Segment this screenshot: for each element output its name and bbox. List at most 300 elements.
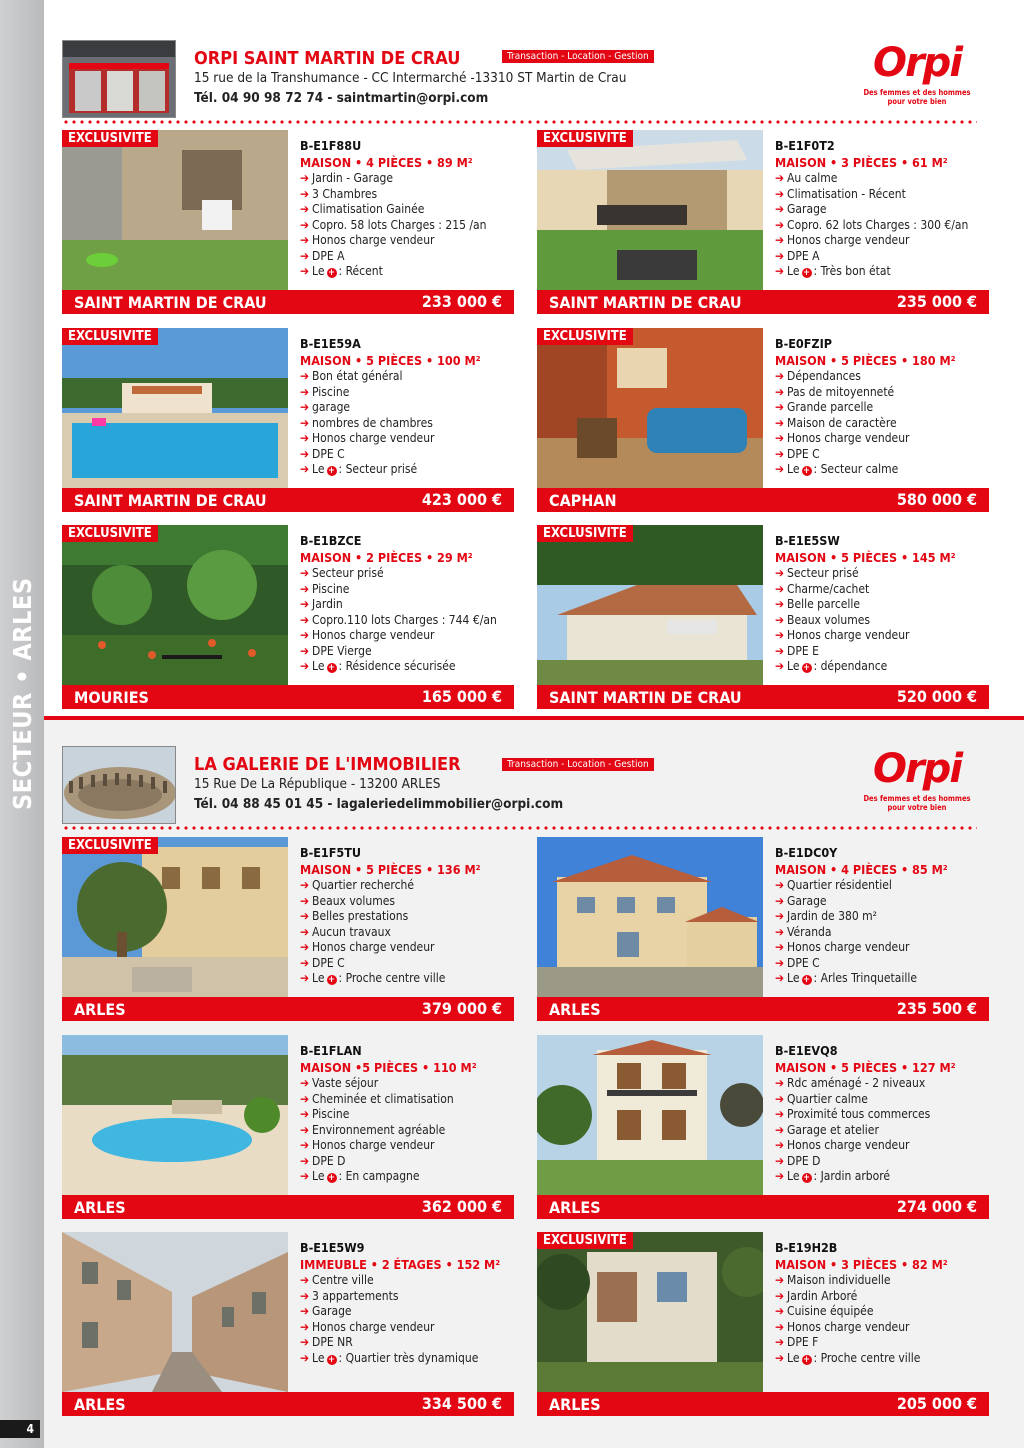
plus-icon: +: [803, 975, 810, 985]
arrow-icon: ➔: [300, 1288, 310, 1303]
arrow-icon: ➔: [775, 940, 785, 954]
listing-price: 334 500 €: [421, 1394, 502, 1413]
listing-city: SAINT MARTIN DE CRAU: [549, 293, 742, 312]
feature-item: ➔ Honos charge vendeur: [300, 431, 435, 445]
arrow-icon: ➔: [300, 659, 310, 673]
arrow-icon: ➔: [300, 597, 310, 611]
feature-item: ➔ Honos charge vendeur: [300, 1138, 435, 1152]
agency-tagline: Transaction - Location - Gestion: [502, 758, 654, 771]
listing-price: 233 000 €: [421, 292, 502, 311]
plus-icon: +: [803, 1354, 810, 1365]
price-bar: [537, 1195, 989, 1219]
arrow-icon: ➔: [775, 415, 785, 430]
feature-item: ➔ Copro. 62 lots Charges : 300 €/an: [775, 217, 969, 232]
listing-ref: B-E1EVQ8: [775, 1043, 838, 1058]
exclusive-badge: EXCLUSIVITE: [537, 1232, 633, 1249]
listing-price: 379 000 €: [421, 999, 502, 1018]
feature-list: [775, 369, 989, 478]
listing-ref: B-E1E5SW: [775, 533, 840, 548]
feature-item: ➔ Maison individuelle: [775, 1273, 891, 1287]
listing-card[interactable]: [62, 130, 514, 312]
listing-ref: B-E1BZCE: [300, 533, 362, 548]
listing-card[interactable]: [537, 328, 989, 510]
arrow-icon: ➔: [775, 924, 785, 939]
listing-type: MAISON • 4 PIÈCES • 85 M²: [775, 862, 948, 877]
arrow-icon: ➔: [775, 909, 785, 923]
feature-item: ➔ Garage: [775, 202, 827, 216]
agency-photo: [62, 40, 176, 118]
listing-ref: B-E19H2B: [775, 1240, 838, 1255]
orpi-logo: [862, 40, 972, 106]
feature-item: ➔ Climatisation Gainée: [300, 202, 425, 216]
feature-item: ➔ Honos charge vendeur: [775, 1319, 910, 1334]
arrow-icon: ➔: [775, 202, 785, 216]
arrow-icon: ➔: [775, 1335, 785, 1349]
listing-card[interactable]: [537, 1035, 989, 1217]
listing-info: [775, 533, 989, 675]
arrow-icon: ➔: [775, 628, 785, 642]
price-bar: [62, 685, 514, 709]
arrow-icon: ➔: [775, 264, 785, 278]
price-bar: [62, 1195, 514, 1219]
feature-item: ➔ DPE C: [775, 446, 820, 461]
listing-city: ARLES: [74, 1000, 126, 1019]
arrow-icon: ➔: [300, 1350, 310, 1365]
arrow-icon: ➔: [300, 1319, 310, 1334]
arrow-icon: ➔: [300, 369, 310, 383]
feature-item: ➔ Honos charge vendeur: [775, 233, 910, 247]
feature-item: ➔ Rdc aménagé - 2 niveaux: [775, 1076, 926, 1090]
listing-city: SAINT MARTIN DE CRAU: [74, 293, 267, 312]
feature-item: ➔ Secteur prisé: [775, 566, 859, 580]
arrow-icon: ➔: [300, 400, 310, 414]
listing-card[interactable]: [537, 525, 989, 707]
feature-item: ➔ Jardin - Garage: [300, 171, 394, 185]
dotted-divider: [62, 826, 977, 830]
feature-item: ➔ DPE C: [775, 955, 820, 970]
feature-item: ➔ DPE A: [300, 248, 345, 263]
feature-item: ➔ Le + : Secteur calme: [775, 462, 899, 476]
property-photo[interactable]: [62, 328, 288, 488]
exclusive-badge: EXCLUSIVITE: [62, 328, 158, 345]
listing-card[interactable]: [537, 130, 989, 312]
arrow-icon: ➔: [300, 878, 310, 892]
feature-item: ➔ DPE C: [300, 955, 345, 970]
listing-ref: B-E1F0T2: [775, 138, 835, 153]
listing-ref: B-E1DC0Y: [775, 845, 838, 860]
feature-item: ➔ Le + : Très bon état: [775, 264, 891, 278]
price-bar: [537, 1392, 989, 1416]
arrow-icon: ➔: [300, 1107, 310, 1121]
listing-price: 235 000 €: [896, 292, 977, 311]
exclusive-badge: EXCLUSIVITE: [537, 328, 633, 345]
property-photo[interactable]: [62, 837, 288, 997]
feature-item: ➔ Quartier résidentiel: [775, 878, 892, 892]
listing-card[interactable]: [537, 837, 989, 1019]
price-bar: [537, 685, 989, 709]
exclusive-badge: EXCLUSIVITE: [537, 130, 633, 147]
listing-price: 205 000 €: [896, 1394, 977, 1413]
arrow-icon: ➔: [775, 248, 785, 263]
agency-contact[interactable]: Tél. 04 90 98 72 74 - saintmartin@orpi.com: [194, 90, 489, 106]
arrow-icon: ➔: [300, 955, 310, 970]
listing-ref: B-E1F5TU: [300, 845, 362, 860]
feature-item: ➔ Piscine: [300, 1107, 350, 1121]
feature-item: ➔ Honos charge vendeur: [300, 233, 435, 247]
feature-item: ➔ Centre ville: [300, 1273, 374, 1287]
dotted-divider: [62, 120, 977, 124]
listing-card[interactable]: [62, 1035, 514, 1217]
listing-info: [300, 533, 514, 675]
arrow-icon: ➔: [300, 566, 310, 580]
agency-tagline: Transaction - Location - Gestion: [502, 50, 654, 63]
listing-price: 362 000 €: [421, 1197, 502, 1216]
arrow-icon: ➔: [300, 171, 310, 185]
agency-header: [62, 746, 992, 830]
feature-list: [300, 566, 514, 675]
agency-photo: [62, 746, 176, 824]
exclusive-badge: EXCLUSIVITE: [62, 525, 158, 542]
listing-ref: B-E1F88U: [300, 138, 362, 153]
arrow-icon: ➔: [300, 415, 310, 430]
arrow-icon: ➔: [775, 1153, 785, 1168]
listing-type: MAISON • 3 PIÈCES • 61 M²: [775, 155, 948, 170]
arrow-icon: ➔: [775, 581, 785, 596]
feature-item: ➔ Le + : Proche centre ville: [775, 1350, 921, 1365]
arrow-icon: ➔: [300, 233, 310, 247]
feature-item: ➔ Garage: [775, 893, 827, 908]
listing-info: [300, 138, 514, 280]
arrow-icon: ➔: [300, 202, 310, 216]
listing-info: [775, 336, 989, 478]
arrow-icon: ➔: [775, 462, 785, 476]
listing-city: ARLES: [549, 1395, 601, 1414]
arrow-icon: ➔: [300, 628, 310, 642]
feature-item: ➔ Copro. 58 lots Charges : 215 /an: [300, 217, 487, 232]
listing-info: [775, 1043, 989, 1185]
sector-label: SECTEUR • ARLES: [8, 577, 37, 810]
feature-item: ➔ Environnement agréable: [300, 1122, 446, 1137]
feature-item: ➔ DPE E: [775, 643, 819, 658]
price-bar: [62, 488, 514, 512]
feature-item: ➔ nombres de chambres: [300, 415, 433, 430]
listing-type: IMMEUBLE • 2 ÉTAGES • 152 M²: [300, 1257, 501, 1272]
feature-list: [300, 1076, 514, 1185]
arrow-icon: ➔: [300, 1335, 310, 1349]
exclusive-badge: EXCLUSIVITE: [62, 837, 158, 854]
arrow-icon: ➔: [300, 893, 310, 908]
listing-city: ARLES: [74, 1198, 126, 1217]
feature-item: ➔ Vaste séjour: [300, 1076, 379, 1090]
property-photo[interactable]: [62, 1232, 288, 1392]
feature-item: ➔ DPE F: [775, 1335, 819, 1349]
feature-list: [775, 1076, 989, 1185]
feature-item: ➔ Beaux volumes: [300, 893, 395, 908]
arrow-icon: ➔: [300, 1153, 310, 1168]
feature-item: ➔ Garage: [300, 1304, 352, 1318]
property-photo[interactable]: [62, 130, 288, 290]
arrow-icon: ➔: [775, 566, 785, 580]
orpi-logo: [862, 746, 972, 812]
feature-item: ➔ Au calme: [775, 171, 838, 185]
arrow-icon: ➔: [775, 878, 785, 892]
sidebar-strip: [0, 0, 44, 1448]
feature-item: ➔ Le + : Proche centre ville: [300, 971, 446, 985]
property-photo[interactable]: [62, 525, 288, 685]
plus-icon: +: [328, 268, 335, 278]
arrow-icon: ➔: [300, 909, 310, 923]
property-photo[interactable]: [537, 1035, 763, 1195]
feature-item: ➔ Charme/cachet: [775, 581, 870, 596]
arrow-icon: ➔: [775, 1091, 785, 1106]
feature-item: ➔ DPE NR: [300, 1335, 353, 1349]
feature-item: ➔ Copro.110 lots Charges : 744 €/an: [300, 612, 497, 627]
agency-address: 15 Rue De La République - 13200 ARLES: [194, 776, 441, 792]
feature-item: ➔ Piscine: [300, 384, 350, 399]
feature-item: ➔ Secteur prisé: [300, 566, 384, 580]
feature-item: ➔ Quartier calme: [775, 1091, 868, 1106]
feature-item: ➔ DPE C: [300, 446, 345, 461]
plus-icon: +: [803, 663, 810, 673]
arrow-icon: ➔: [775, 233, 785, 247]
feature-item: ➔ Grande parcelle: [775, 400, 874, 414]
arrow-icon: ➔: [300, 431, 310, 445]
feature-item: ➔ Le + : Jardin arboré: [775, 1169, 891, 1183]
arrow-icon: ➔: [300, 186, 310, 201]
listing-info: [775, 1240, 989, 1366]
feature-item: ➔ Le + : En campagne: [300, 1169, 420, 1183]
listing-type: MAISON •5 PIÈCES • 110 M²: [300, 1060, 477, 1075]
listing-info: [300, 336, 514, 478]
plus-icon: +: [803, 268, 810, 278]
feature-item: ➔ Honos charge vendeur: [300, 940, 435, 954]
plus-icon: +: [328, 975, 335, 985]
plus-icon: +: [328, 1354, 335, 1365]
listing-card[interactable]: [62, 328, 514, 510]
feature-item: ➔ Cheminée et climatisation: [300, 1091, 454, 1106]
feature-item: ➔ Maison de caractère: [775, 415, 897, 430]
plus-icon: +: [328, 1173, 335, 1183]
feature-list: [775, 878, 989, 987]
arrow-icon: ➔: [300, 462, 310, 476]
arrow-icon: ➔: [775, 431, 785, 445]
arrow-icon: ➔: [775, 1304, 785, 1318]
arrow-icon: ➔: [300, 1091, 310, 1106]
agency-contact[interactable]: Tél. 04 88 45 01 45 - lagaleriedelimmobilier@orpi.com: [194, 796, 564, 812]
listing-type: MAISON • 3 PIÈCES • 82 M²: [775, 1257, 948, 1272]
plus-icon: +: [803, 1173, 810, 1183]
listing-city: SAINT MARTIN DE CRAU: [74, 491, 267, 510]
listing-info: [775, 845, 989, 987]
arrow-icon: ➔: [775, 1319, 785, 1334]
arrow-icon: ➔: [775, 446, 785, 461]
arrow-icon: ➔: [300, 1122, 310, 1137]
feature-list: [775, 566, 989, 675]
feature-list: [300, 878, 514, 987]
listing-info: [775, 138, 989, 280]
logo-sub: Des femmes et des hommes pour votre bien: [863, 794, 971, 812]
arrow-icon: ➔: [775, 217, 785, 232]
arrow-icon: ➔: [300, 384, 310, 399]
arrow-icon: ➔: [775, 659, 785, 673]
feature-item: ➔ Quartier recherché: [300, 878, 415, 892]
price-bar: [62, 997, 514, 1021]
feature-item: ➔ Le + : Arles Trinquetaille: [775, 971, 918, 985]
arrow-icon: ➔: [775, 643, 785, 658]
listing-price: 423 000 €: [421, 490, 502, 509]
price-bar: [62, 290, 514, 314]
arrow-icon: ➔: [775, 893, 785, 908]
section-divider: [44, 716, 1024, 720]
feature-item: ➔ 3 appartements: [300, 1288, 399, 1303]
arrow-icon: ➔: [300, 643, 310, 658]
feature-item: ➔ Beaux volumes: [775, 612, 870, 627]
feature-item: ➔ Honos charge vendeur: [775, 431, 910, 445]
price-bar: [537, 290, 989, 314]
listing-city: CAPHAN: [549, 491, 617, 510]
feature-item: ➔ DPE Vierge: [300, 643, 372, 658]
arrow-icon: ➔: [775, 612, 785, 627]
arrow-icon: ➔: [300, 446, 310, 461]
price-bar: [537, 488, 989, 512]
feature-list: [300, 369, 514, 478]
feature-item: ➔ Honos charge vendeur: [775, 628, 910, 642]
arrow-icon: ➔: [775, 1350, 785, 1365]
feature-item: ➔ Dépendances: [775, 369, 861, 383]
feature-item: ➔ Le + : Résidence sécurisée: [300, 659, 456, 673]
feature-item: ➔ Garage et atelier: [775, 1122, 879, 1137]
listing-city: MOURIES: [74, 688, 149, 707]
feature-item: ➔ Piscine: [300, 581, 350, 596]
property-photo[interactable]: [537, 130, 763, 290]
exclusive-badge: EXCLUSIVITE: [62, 130, 158, 147]
listing-city: ARLES: [74, 1395, 126, 1414]
logo-word: Orpi: [872, 746, 962, 792]
arrow-icon: ➔: [300, 1304, 310, 1318]
agency-name: ORPI SAINT MARTIN DE CRAU: [194, 48, 461, 69]
feature-item: ➔ Jardin: [300, 597, 343, 611]
plus-icon: +: [328, 466, 335, 476]
feature-list: [775, 1273, 989, 1366]
arrow-icon: ➔: [300, 940, 310, 954]
listing-card[interactable]: [62, 525, 514, 707]
arrow-icon: ➔: [300, 1138, 310, 1152]
feature-item: ➔ Honos charge vendeur: [300, 1319, 435, 1334]
listing-card[interactable]: [537, 1232, 989, 1414]
listing-type: MAISON • 5 PIÈCES • 180 M²: [775, 353, 956, 368]
listing-ref: B-E0FZIP: [775, 336, 833, 351]
feature-list: [300, 171, 514, 280]
feature-item: ➔ Jardin de 380 m²: [775, 909, 877, 923]
listing-price: 520 000 €: [896, 687, 977, 706]
arrow-icon: ➔: [300, 1273, 310, 1287]
feature-item: ➔ garage: [300, 400, 351, 414]
listing-price: 235 500 €: [896, 999, 977, 1018]
arrow-icon: ➔: [775, 1107, 785, 1121]
plus-icon: +: [328, 663, 335, 673]
feature-list: [775, 171, 989, 280]
listing-price: 165 000 €: [421, 687, 502, 706]
feature-item: ➔ Le + : Secteur prisé: [300, 462, 418, 476]
listing-info: [300, 1240, 514, 1366]
logo-word: Orpi: [872, 40, 962, 86]
feature-item: ➔ Proximité tous commerces: [775, 1107, 931, 1121]
arrow-icon: ➔: [775, 400, 785, 414]
arrow-icon: ➔: [775, 1138, 785, 1152]
feature-list: [300, 1273, 514, 1366]
listing-ref: B-E1E59A: [300, 336, 361, 351]
page-number: 4: [0, 1420, 40, 1438]
arrow-icon: ➔: [300, 217, 310, 232]
feature-item: ➔ Pas de mitoyenneté: [775, 384, 895, 399]
exclusive-badge: EXCLUSIVITE: [537, 525, 633, 542]
feature-item: ➔ 3 Chambres: [300, 186, 378, 201]
arrow-icon: ➔: [300, 612, 310, 627]
feature-item: ➔ DPE D: [300, 1153, 346, 1168]
listing-type: MAISON • 5 PIÈCES • 136 M²: [300, 862, 481, 877]
plus-icon: +: [803, 466, 810, 476]
arrow-icon: ➔: [775, 186, 785, 201]
arrow-icon: ➔: [300, 1169, 310, 1183]
logo-sub: Des femmes et des hommes pour votre bien: [863, 88, 971, 106]
listing-info: [300, 1043, 514, 1185]
feature-item: ➔ DPE A: [775, 248, 820, 263]
arrow-icon: ➔: [775, 1273, 785, 1287]
listing-price: 274 000 €: [896, 1197, 977, 1216]
feature-item: ➔ Véranda: [775, 924, 832, 939]
feature-item: ➔ Jardin Arboré: [775, 1288, 858, 1303]
agency-name: LA GALERIE DE L'IMMOBILIER: [194, 754, 461, 775]
feature-item: ➔ Le + : Quartier très dynamique: [300, 1350, 479, 1365]
price-bar: [537, 997, 989, 1021]
property-photo[interactable]: [537, 837, 763, 997]
property-photo[interactable]: [537, 525, 763, 685]
feature-item: ➔ Le + : dépendance: [775, 659, 888, 673]
arrow-icon: ➔: [775, 971, 785, 985]
listing-city: ARLES: [549, 1000, 601, 1019]
feature-item: ➔ Bon état général: [300, 369, 403, 383]
feature-item: ➔ Honos charge vendeur: [775, 940, 910, 954]
listing-type: MAISON • 5 PIÈCES • 100 M²: [300, 353, 481, 368]
arrow-icon: ➔: [775, 597, 785, 611]
listing-city: SAINT MARTIN DE CRAU: [549, 688, 742, 707]
property-photo[interactable]: [62, 1035, 288, 1195]
property-photo[interactable]: [537, 1232, 763, 1392]
arrow-icon: ➔: [300, 581, 310, 596]
arrow-icon: ➔: [300, 1076, 310, 1090]
feature-item: ➔ Aucun travaux: [300, 924, 391, 939]
arrow-icon: ➔: [775, 1288, 785, 1303]
arrow-icon: ➔: [775, 1169, 785, 1183]
feature-item: ➔ Belles prestations: [300, 909, 409, 923]
listing-ref: B-E1FLAN: [300, 1043, 362, 1058]
arrow-icon: ➔: [775, 955, 785, 970]
feature-item: ➔ DPE D: [775, 1153, 821, 1168]
arrow-icon: ➔: [775, 171, 785, 185]
listing-card[interactable]: [62, 1232, 514, 1414]
feature-item: ➔ Belle parcelle: [775, 597, 861, 611]
listing-city: ARLES: [549, 1198, 601, 1217]
listing-type: MAISON • 5 PIÈCES • 145 M²: [775, 550, 956, 565]
listing-card[interactable]: [62, 837, 514, 1019]
feature-item: ➔ Le + : Récent: [300, 264, 383, 278]
feature-item: ➔ Cuisine équipée: [775, 1304, 874, 1318]
listing-type: MAISON • 5 PIÈCES • 127 M²: [775, 1060, 956, 1075]
price-bar: [62, 1392, 514, 1416]
agency-address: 15 rue de la Transhumance - CC Intermarché -13310 ST Martin de Crau: [194, 70, 627, 86]
property-photo[interactable]: [537, 328, 763, 488]
arrow-icon: ➔: [775, 369, 785, 383]
